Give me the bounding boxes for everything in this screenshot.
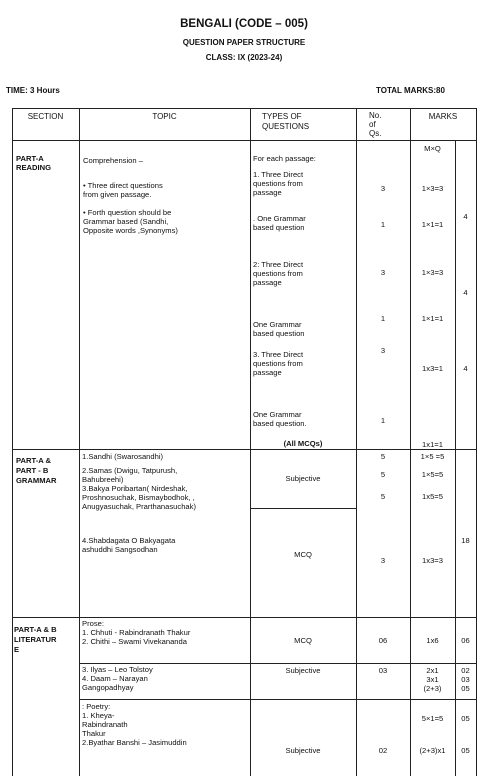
reading-topic-bullet-2: • Forth question should be Grammar based (Sandhi, Opposite words ,Synonyms) (83, 208, 178, 235)
reading-total-3: 4 (463, 364, 468, 373)
reading-qs-2: 1 (380, 220, 386, 229)
reading-type-head: For each passage: (253, 154, 316, 163)
grammar-type-subjective: Subjective (285, 474, 321, 483)
col-header-types: TYPES OF QUESTIONS (262, 112, 310, 131)
literature-type-subjective: Subjective (285, 666, 321, 675)
grammar-qs-2: 5 (380, 470, 386, 479)
reading-all-mcqs: (All MCQs) (283, 439, 323, 448)
time-label: TIME: 3 Hours (6, 86, 60, 95)
grammar-item-3: 3.Bakya Poribartan( Nirdeshak, Proshnosuchak, Bismaybodhok, , Anugyasuchak, Prarthanasuchak) (82, 484, 196, 511)
reading-marks-3: 1×3=3 (421, 268, 444, 277)
reading-qs-5: 3 (380, 346, 386, 355)
col-header-marks: MARKS (428, 112, 458, 121)
grammar-type-mcq: MCQ (294, 550, 312, 559)
section-literature: PART-A & B LITERATUR E (14, 625, 57, 654)
literature-qs-subjective: 03 (378, 666, 388, 675)
structure-table (12, 108, 477, 776)
literature-marks-mcq: 1x6 (426, 636, 439, 645)
literature-total-subjective: 02 03 05 (461, 666, 470, 693)
literature-marks-poetry-1: 5×1=5 (421, 714, 444, 723)
grammar-marks-3: 1x5=5 (422, 492, 443, 501)
grammar-qs-1: 5 (380, 452, 386, 461)
reading-qs-6: 1 (380, 416, 386, 425)
reading-qs-4: 1 (380, 314, 386, 323)
reading-topic-title: Comprehension – (83, 156, 143, 165)
grammar-marks-2: 1×5=5 (421, 470, 444, 479)
grammar-item-2: 2.Samas (Dwigu, Tatpurush, Bahubreehi) (82, 466, 178, 484)
paper-title: BENGALI (CODE – 005) (180, 18, 308, 30)
literature-marks-poetry-2: (2+3)x1 (419, 746, 446, 755)
literature-total-poetry-2: 05 (461, 746, 470, 755)
reading-type-1: 1. Three Direct questions from passage (253, 170, 304, 197)
reading-mxq-label: M×Q (424, 144, 441, 153)
grammar-total: 18 (461, 536, 470, 545)
reading-qs-3: 3 (380, 268, 386, 277)
reading-total-2: 4 (463, 288, 468, 297)
grammar-marks-1: 1×5 =5 (420, 452, 445, 461)
reading-marks-6: 1x1=1 (422, 440, 443, 449)
grammar-row-divider (12, 617, 477, 618)
literature-prose-2: 3. Ilyas – Leo Tolstoy 4. Daam – Narayan Gangopadhyay (82, 665, 153, 692)
col-divider-types (356, 108, 357, 776)
paper-subtitle: QUESTION PAPER STRUCTURE (182, 38, 306, 47)
grammar-item-1: 1.Sandhi (Swarosandhi) (82, 452, 164, 461)
table-border-top (12, 108, 477, 109)
literature-type-mcq: MCQ (294, 636, 312, 645)
section-reading: PART-A READING (16, 154, 52, 172)
reading-type-5: 3. Three Direct questions from passage (253, 350, 304, 377)
prose-row-divider (79, 699, 477, 700)
table-border-right (476, 108, 477, 776)
reading-marks-4: 1×1=1 (421, 314, 444, 323)
reading-marks-5: 1x3=1 (422, 364, 443, 373)
literature-type-poetry: Subjective (285, 746, 321, 755)
reading-total-1: 4 (463, 212, 468, 221)
table-border-left (12, 108, 13, 776)
reading-qs-1: 3 (380, 184, 386, 193)
reading-marks-1: 1×3=3 (421, 184, 444, 193)
literature-total-poetry-1: 05 (461, 714, 470, 723)
col-divider-section (79, 108, 80, 776)
reading-topic-bullet-1: • Three direct questions from given passage. (83, 181, 163, 199)
reading-type-4: One Grammar based question (253, 320, 305, 338)
reading-type-6: One Grammar based question. (253, 410, 307, 428)
reading-type-2: . One Grammar based question (253, 214, 306, 232)
literature-total-mcq: 06 (461, 636, 470, 645)
reading-marks-2: 1×1=1 (421, 220, 444, 229)
col-header-qs: No. of Qs. (369, 111, 382, 138)
literature-marks-subjective: 2x1 3x1 (2+3) (423, 666, 442, 693)
reading-row-divider (12, 449, 477, 450)
total-marks-label: TOTAL MARKS:80 (376, 86, 445, 95)
col-header-section: SECTION (27, 112, 64, 121)
section-grammar: PART-A & PART - B GRAMMAR (16, 456, 57, 485)
literature-prose: Prose: 1. Chhuti - Rabindranath Thakur 2. Chithi – Swami Vivekananda (82, 619, 191, 646)
grammar-item-4: 4.Shabdagata O Bakyagata ashuddhi Sangsodhan (82, 536, 176, 554)
grammar-qs-3: 5 (380, 492, 386, 501)
literature-mcq-divider (79, 663, 477, 664)
literature-qs-poetry: 02 (378, 746, 388, 755)
grammar-subjective-divider (250, 508, 356, 509)
header-row-divider (12, 140, 477, 141)
grammar-qs-4: 3 (380, 556, 386, 565)
literature-poetry: : Poetry: 1. Kheya- Rabindranath Thakur 2.Byathar Banshi – Jasimuddin (82, 702, 187, 747)
col-header-topic: TOPIC (152, 112, 177, 121)
literature-qs-mcq: 06 (378, 636, 388, 645)
grammar-marks-4: 1x3=3 (422, 556, 443, 565)
paper-class: CLASS: IX (2023-24) (205, 53, 283, 62)
reading-type-3: 2: Three Direct questions from passage (253, 260, 304, 287)
